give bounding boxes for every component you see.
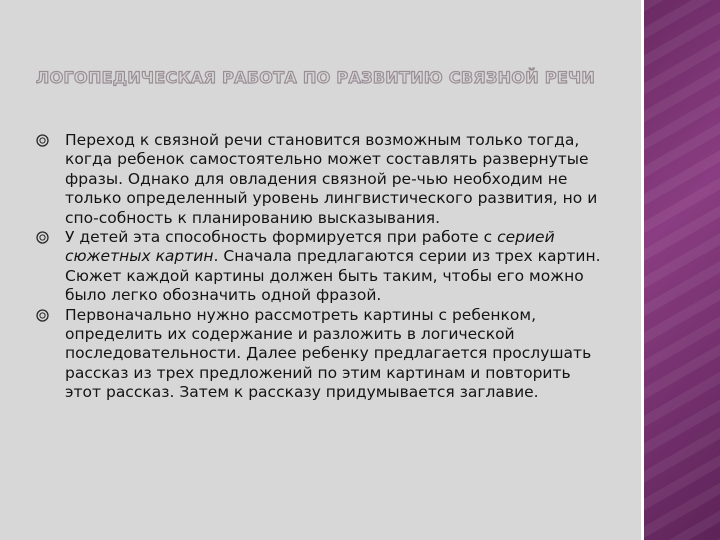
- slide-title: ЛОГОПЕДИЧЕСКАЯ РАБОТА ПО РАЗВИТИЮ СВЯЗНОЙ РЕЧИ: [36, 68, 596, 87]
- decorative-stripes: [644, 0, 720, 540]
- circled-bullet-icon: [36, 309, 49, 322]
- bullet-item-1: [36, 131, 604, 228]
- bullet-item-2: [36, 228, 604, 306]
- circled-bullet-icon: [36, 231, 49, 244]
- decorative-side-band: [644, 0, 720, 540]
- bullet-item-3: [36, 306, 604, 403]
- bullet-text: Переход к связной речи становится возможным только тогда, когда ребенок самостоятельно может составлять развернутые фразы. Однако для овладения связной ре-чью необходим не только определенный уровень лингвистического развития, но и спо-собность к планированию высказывания.: [65, 131, 598, 227]
- bullet-text-start: У детей эта способность формируется при работе с: [65, 228, 498, 247]
- bullet-list: [36, 131, 604, 403]
- circled-bullet-icon: [36, 134, 49, 147]
- bullet-text-emphasis: серией сюжетных картин: [65, 228, 555, 266]
- bullet-text-end: . Сначала предлагаются серии из трех картин. Сюжет каждой картины должен быть таким, чтобы его можно было легко обозначить одной фразой.: [65, 247, 601, 305]
- bullet-text: Первоначально нужно рассмотреть картины с ребенком, определить их содержание и разложить в логической последовательности. Далее ребенку предлагается прослушать рассказ из трех предложений по этим картинам и повторить этот рассказ. Затем к рассказу придумывается заглавие.: [65, 305, 592, 402]
